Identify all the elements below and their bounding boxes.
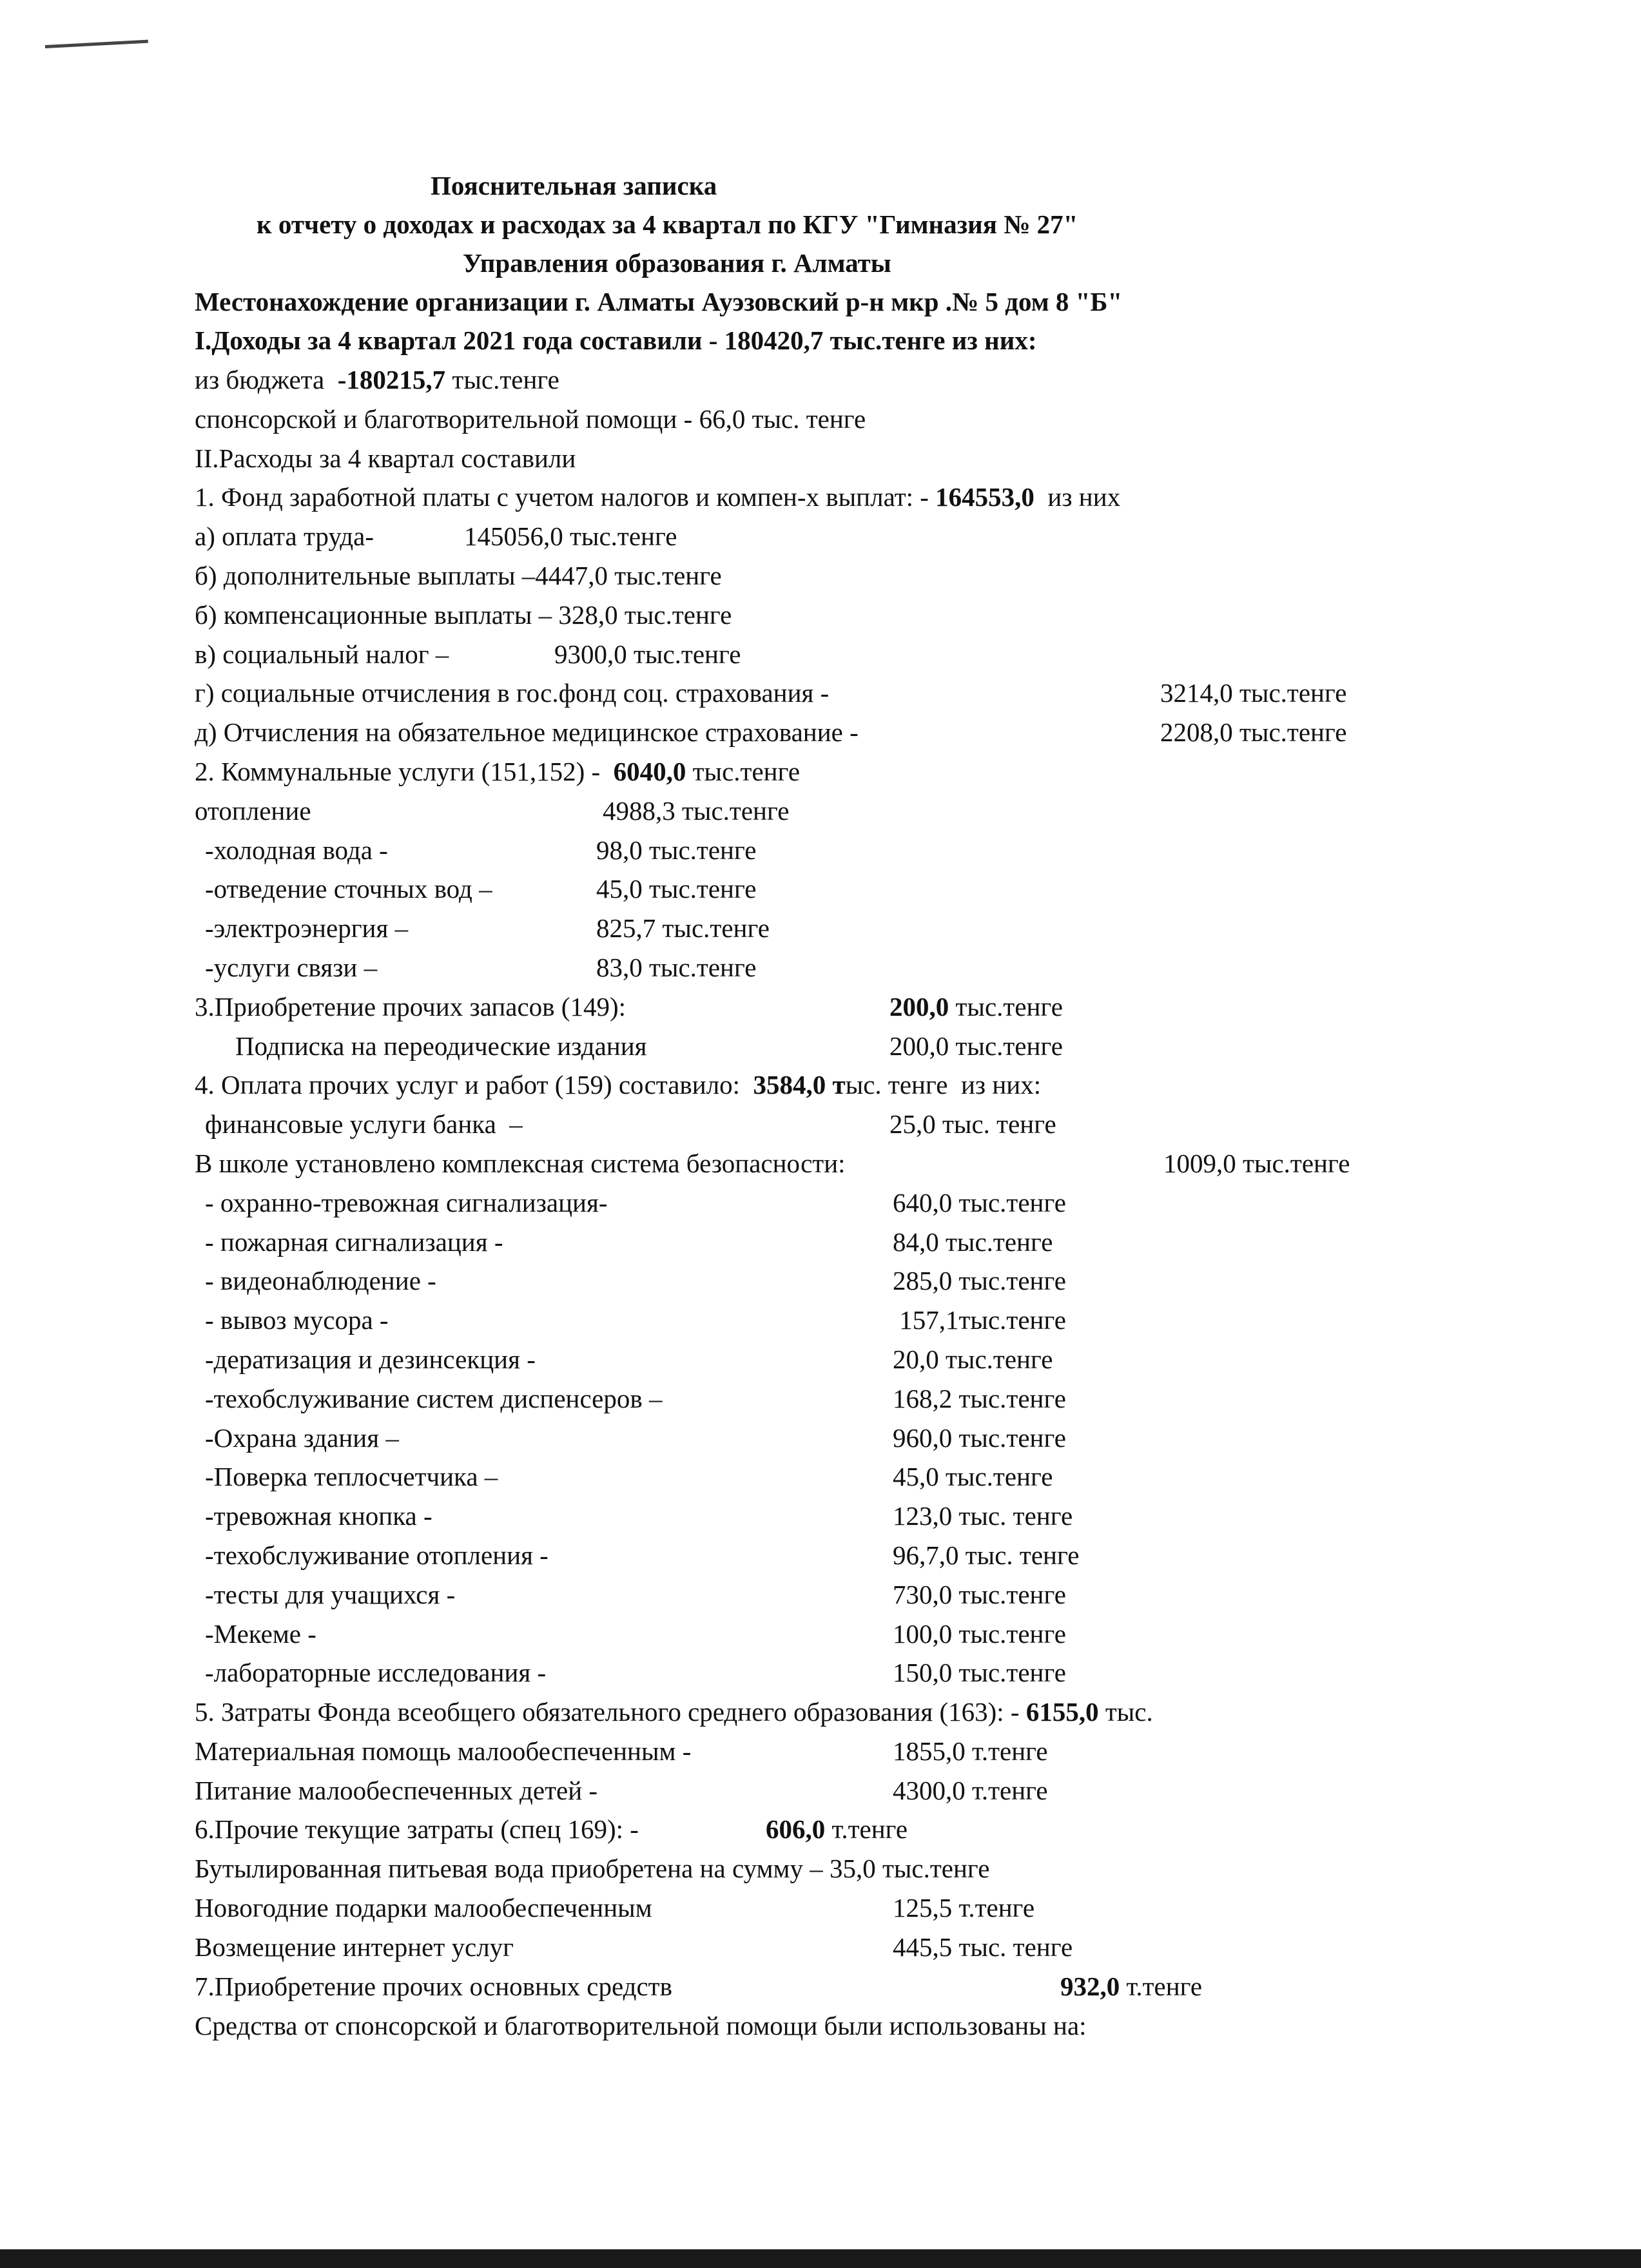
section-4-label: 4. Оплата прочих услуг и работ (159) составило: <box>195 1070 753 1100</box>
s4-item-label: -тревожная кнопка - <box>205 1501 432 1531</box>
s6-item-value: 125,5 т.тенге <box>893 1893 1035 1923</box>
s2-item-label: -электроэнергия – <box>205 913 409 943</box>
s1-item-label: б) компенсационные выплаты – 328,0 тыс.тенге <box>195 600 732 630</box>
s5-item-label: Питание малообеспеченных детей - <box>195 1776 598 1805</box>
s4-item-value: 730,0 тыс.тенге <box>893 1580 1066 1609</box>
s4-bank-value: 25,0 тыс. тенге <box>889 1109 1056 1139</box>
section-7-label: 7.Приобретение прочих основных средств <box>195 1972 672 2001</box>
s1-item-value: 3214,0 тыс.тенге <box>1160 678 1347 708</box>
section-1-tail: из них <box>1034 482 1121 512</box>
s1-item-value: 9300,0 тыс.тенге <box>554 639 741 669</box>
s2-item-value: 825,7 тыс.тенге <box>596 913 770 943</box>
s1-item-value: 2208,0 тыс.тенге <box>1160 717 1347 747</box>
s2-item-value: 83,0 тыс.тенге <box>596 953 757 982</box>
s4-item-label: -дератизация и дезинсекция - <box>205 1344 536 1374</box>
doc-title: Пояснительная записка <box>431 171 717 200</box>
s4-item-value: 84,0 тыс.тенге <box>893 1227 1053 1257</box>
doc-organization: Управления образования г. Алматы <box>463 248 891 278</box>
section-4-tail: ыс. тенге из них: <box>845 1070 1042 1100</box>
section-6-label: 6.Прочие текущие затраты (спец 169): - <box>195 1814 639 1844</box>
income-heading: I.Доходы за 4 квартал 2021 года составили - 180420,7 тыс.тенге из них: <box>195 325 1037 355</box>
section-4-heading <box>195 1068 1041 1101</box>
s4-item-value: 45,0 тыс.тенге <box>893 1462 1053 1491</box>
s4-security-label: В школе установлено комплексная система безопасности: <box>195 1149 846 1178</box>
section-1-heading <box>195 480 1120 514</box>
s3-sub-label: Подписка на переодические издания <box>235 1031 647 1061</box>
sponsor-usage-line: Средства от спонсорской и благотворительной помощи были использованы на: <box>195 2011 1087 2040</box>
s4-item-value: 168,2 тыс.тенге <box>893 1384 1066 1413</box>
s4-item-value: 100,0 тыс.тенге <box>893 1619 1066 1649</box>
section-6-value: 606,0 <box>766 1814 826 1844</box>
s4-item-label: -лабораторные исследования - <box>205 1658 547 1687</box>
s4-item-value: 157,1тыс.тенге <box>893 1305 1066 1335</box>
section-3-value: 200,0 <box>889 992 949 1022</box>
doc-address: Местонахождение организации г. Алматы Ауэзовский р-н мкр .№ 5 дом 8 "Б" <box>195 287 1123 316</box>
section-6-unit: т.тенге <box>825 1814 908 1844</box>
section-5-heading <box>195 1695 1153 1729</box>
s4-item-label: -Мекеме - <box>205 1619 316 1649</box>
s1-item-label: б) дополнительные выплаты –4447,0 тыс.тенге <box>195 561 722 590</box>
scan-pen-mark <box>45 40 148 48</box>
s4-item-value: 96,7,0 тыс. тенге <box>893 1540 1080 1570</box>
section-3-total <box>889 990 1063 1023</box>
income-budget-line <box>195 363 559 396</box>
income-budget-label: из бюджета <box>195 365 338 394</box>
section-6-total <box>766 1812 908 1846</box>
s4-item-value: 285,0 тыс.тенге <box>893 1266 1066 1295</box>
expenses-heading: II.Расходы за 4 квартал составили <box>195 443 576 473</box>
s4-item-label: -Поверка теплосчетчика – <box>205 1462 498 1491</box>
s4-item-label: -техобслуживание отопления - <box>205 1540 549 1570</box>
s1-item-value: 145056,0 тыс.тенге <box>464 521 677 551</box>
s2-item-label: отопление <box>195 796 311 826</box>
s2-item-value: 98,0 тыс.тенге <box>596 835 757 865</box>
s5-item-label: Материальная помощь малообеспеченным - <box>195 1736 692 1766</box>
section-5-label: 5. Затраты Фонда всеобщего обязательного среднего образования (163): - <box>195 1697 1026 1727</box>
s4-item-value: 150,0 тыс.тенге <box>893 1658 1066 1687</box>
income-budget-unit: тыс.тенге <box>445 365 559 394</box>
s2-item-value: 45,0 тыс.тенге <box>596 874 757 904</box>
scan-bottom-edge <box>0 2249 1641 2268</box>
doc-subtitle: к отчету о доходах и расходах за 4 квартал по КГУ "Гимназия № 27" <box>257 209 1078 239</box>
s4-item-value: 123,0 тыс. тенге <box>893 1501 1073 1531</box>
section-2-value: 6040,0 <box>613 757 686 786</box>
s6-item-label: Возмещение интернет услуг <box>195 1932 514 1962</box>
s1-item-label: д) Отчисления на обязательное медицинское страхование - <box>195 717 859 747</box>
s4-item-label: -Охрана здания – <box>205 1423 399 1453</box>
s1-item-label: г) социальные отчисления в гос.фонд соц. страхования - <box>195 678 830 708</box>
s5-item-value: 4300,0 т.тенге <box>893 1776 1048 1805</box>
s4-item-label: - вывоз мусора - <box>205 1305 389 1335</box>
section-2-label: 2. Коммунальные услуги (151,152) - <box>195 757 614 786</box>
section-3-unit: тыс.тенге <box>949 992 1063 1022</box>
section-1-value: 164553,0 <box>935 482 1034 512</box>
section-5-unit: тыс. <box>1098 1697 1153 1727</box>
section-2-heading <box>195 755 800 788</box>
section-4-value: 3584,0 т <box>753 1070 846 1100</box>
s2-item-value: 4988,3 тыс.тенге <box>603 796 790 826</box>
section-7-unit: т.тенге <box>1120 1972 1203 2001</box>
s5-item-value: 1855,0 т.тенге <box>893 1736 1048 1766</box>
s4-item-label: - охранно-тревожная сигнализация- <box>205 1188 608 1217</box>
s2-item-label: -услуги связи – <box>205 953 378 982</box>
s4-bank-label: финансовые услуги банка – <box>205 1109 523 1139</box>
s4-item-label: -тесты для учащихся - <box>205 1580 456 1609</box>
s1-item-label: а) оплата труда- <box>195 521 374 551</box>
section-1-label: 1. Фонд заработной платы с учетом налогов и компен-х выплат: - <box>195 482 936 512</box>
s2-item-label: -холодная вода - <box>205 835 388 865</box>
s4-item-value: 640,0 тыс.тенге <box>893 1188 1066 1217</box>
s6-item-label: Новогодние подарки малообеспеченным <box>195 1893 652 1923</box>
s4-security-value: 1009,0 тыс.тенге <box>1163 1149 1350 1178</box>
s6-water-line: Бутылированная питьевая вода приобретена на сумму – 35,0 тыс.тенге <box>195 1854 990 1883</box>
section-3-label: 3.Приобретение прочих запасов (149): <box>195 992 626 1022</box>
s4-item-value: 960,0 тыс.тенге <box>893 1423 1066 1453</box>
s1-item-label: в) социальный налог – <box>195 639 449 669</box>
s2-item-label: -отведение сточных вод – <box>205 874 492 904</box>
income-budget-value: -180215,7 <box>337 365 446 394</box>
section-2-unit: тыс.тенге <box>686 757 801 786</box>
s4-item-value: 20,0 тыс.тенге <box>893 1344 1053 1374</box>
s4-item-label: - пожарная сигнализация - <box>205 1227 503 1257</box>
income-sponsor-line: спонсорской и благотворительной помощи - 66,0 тыс. тенге <box>195 404 866 434</box>
section-7-total <box>1060 1970 1202 2003</box>
s4-item-label: - видеонаблюдение - <box>205 1266 436 1295</box>
section-7-value: 932,0 <box>1060 1972 1120 2001</box>
s4-item-label: -техобслуживание систем диспенсеров – <box>205 1384 663 1413</box>
s3-sub-value: 200,0 тыс.тенге <box>889 1031 1063 1061</box>
section-5-value: 6155,0 <box>1025 1697 1099 1727</box>
s6-item-value: 445,5 тыс. тенге <box>893 1932 1073 1962</box>
